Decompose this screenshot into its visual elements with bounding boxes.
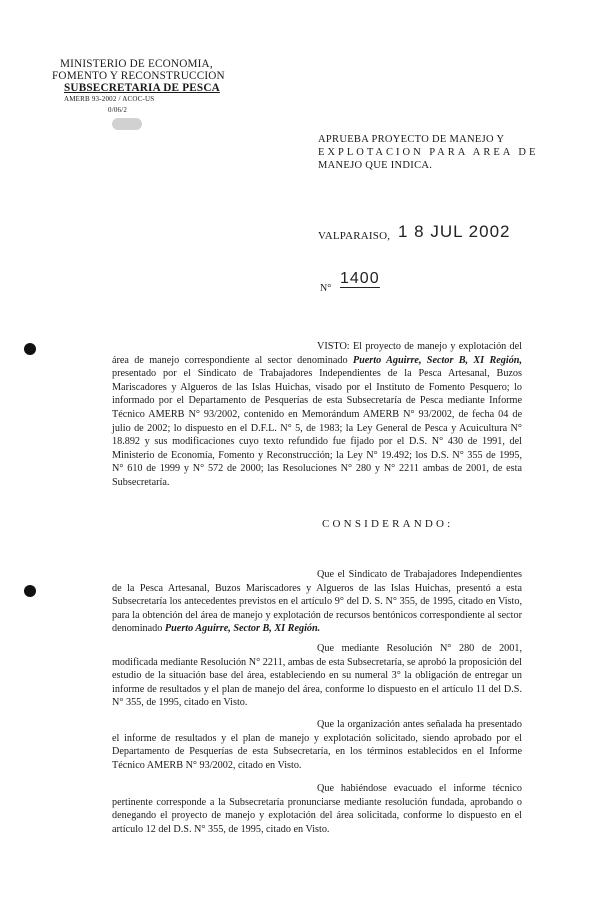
visto-lead: VISTO: <box>317 341 350 352</box>
place-city: VALPARAISO, <box>318 230 391 242</box>
visto-text-cont: presentado por el Sindicato de Trabajadores Independientes de la Pesca Artesanal, Buzos Mariscadores y Algueros de las Islas Huichas, visado por el Instituto de Fomento Pesquero; lo informado por el Departamento de Pesquerías de esta Subsecretaría de Pesca mediante Informe Técnico AMERB N° 93/2002, contenido en Memorándum AMERB N° 93/2002, de fecha 04 de julio de 2002; lo dispuesto en el D.F.L. N° 5, de 1983; la Ley General de Pesca y Acuicultura N° 18.892 y sus modificaciones cuyo texto refundido fue fijado por el D.S. N° 430 de 1991, del Ministerio de Economía, Fomento y Reconstrucción; la Ley N° 19.492; los D.S. N° 355 de 1995, N° 610 de 1999 y N° 572 de 2000; las Resoluciones N° 280 y N° 2211 ambas de 2001, de esta Subsecretaría. <box>112 368 522 488</box>
number-label: N° <box>320 283 332 294</box>
stamp-smudge <box>112 118 142 130</box>
resolution-title-line1: APRUEBA PROYECTO DE MANEJO Y <box>318 134 505 145</box>
considerando-heading: CONSIDERANDO: <box>322 518 454 530</box>
considerando-paragraph-3: Que la organización antes señalada ha presentado el informe de resultados y el plan de manejo y explotación solicitado, siendo aprobado por el Departamento de Pesquerías de esta Subsecretaría, en los términos establecidos en el Informe Técnico AMERB N° 93/2002, citado en Visto. <box>112 719 522 771</box>
binder-hole-top <box>24 343 36 355</box>
header-ministry-line2: FOMENTO Y RECONSTRUCCION <box>52 70 225 82</box>
considerando-sector: Puerto Aguirre, Sector B, XI Región. <box>164 623 321 635</box>
visto-sector: Puerto Aguirre, Sector B, XI Región, <box>352 354 523 366</box>
resolution-title-line2: EXPLOTACION PARA AREA DE <box>318 147 539 158</box>
header-reference: AMERB 93-2002 / ACOC-US <box>64 95 155 103</box>
header-reference-handwritten: 0/06/2 <box>108 106 128 114</box>
considerando-paragraph-2: Que mediante Resolución N° 280 de 2001, modificada mediante Resolución N° 2211, ambas de esta Subsecretaría, se aprobó la proposición del estudio de la situación base del área, estableciendo en su numeral 3° la obligación de entregar un informe de resultados y el plan de manejo del área, conforme lo dispuesto en el artículo 11 del D.S. N° 355, de 1995, citado en Visto. <box>112 643 522 709</box>
binder-hole-bottom <box>24 585 36 597</box>
resolution-number: 1400 <box>340 270 380 287</box>
header-ministry: MINISTERIO DE ECONOMIA, <box>60 58 213 70</box>
resolution-title-line3: MANEJO QUE INDICA. <box>318 160 433 171</box>
considerando-paragraph-4: Que habiéndose evacuado el informe técnico pertinente corresponde a la Subsecretaría pronunciarse mediante resolución fundada, aprobando o denegando el proyecto de manejo y explotación del área solicitada, conforme lo dispuesto en el artículo 12 del D.S. N° 355, de 1995, citado en Visto. <box>112 783 522 835</box>
date-stamp: 1 8 JUL 2002 <box>398 222 511 241</box>
visto-paragraph <box>112 340 522 490</box>
visto-text: El proyecto de manejo y explotación del área de manejo correspondiente al sector denominado <box>112 341 522 366</box>
header-subsecretaria: SUBSECRETARIA DE PESCA <box>64 82 220 94</box>
considerando-paragraph-1: Que el Sindicato de Trabajadores Independientes de la Pesca Artesanal, Buzos Mariscadores y Algueros de las Islas Huichas, presentó a esta Subsecretaría los antecedentes previstos en el artículo 9° del D. S. N° 355, de 1995, citado en Visto, para la obtención del área de manejo y explotación de recursos bentónicos correspondiente al sector denominado Puerto Aguirre, Sector B, XI Región. <box>112 569 522 635</box>
